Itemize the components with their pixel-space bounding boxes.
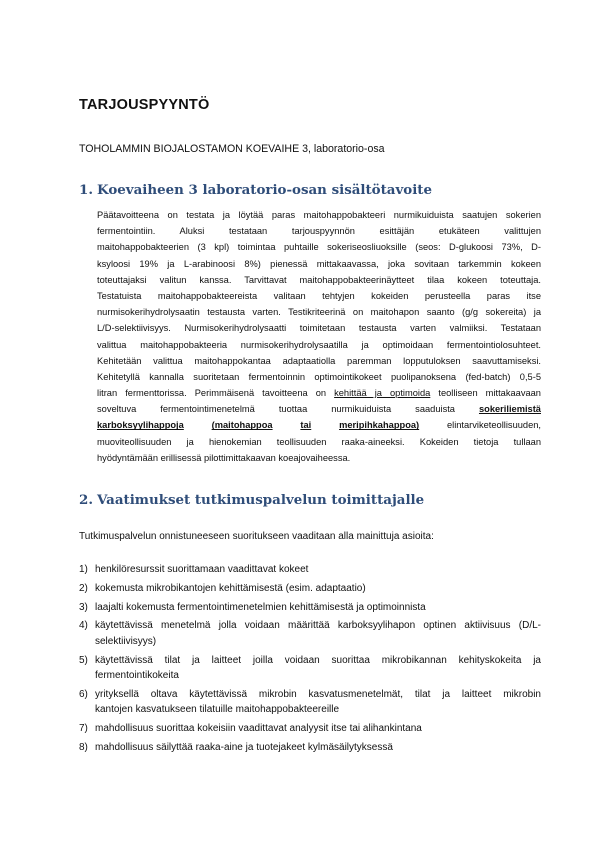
body-text-segment: fermentointimenetelmä — [160, 404, 255, 415]
body-line: Kehitetyllä kannalla suoritetaan fermentoinnin optimointikokeet puolipanoksena (fed-batch) 0,5-5 — [97, 371, 541, 382]
section-2-intro: Tutkimuspalvelun onnistuneeseen suoritukseen vaaditaan alla mainittuja asioita: — [79, 531, 434, 542]
body-line: Kehitetään valittua maitohappokantaa adaptaatiolla paremman lopputuloksen saavuttamiseksi. — [97, 355, 541, 366]
list-number: 1) — [79, 564, 88, 575]
list-text: kantojen kasvatukseen tilatuille maitohappobakteereille — [95, 704, 340, 716]
list-item — [79, 600, 541, 616]
list-item — [79, 562, 541, 578]
list-number: 8) — [79, 742, 88, 754]
body-line: ksyloosi 19% ja L-arabinoosi 8%) pienessä mittakaavassa, joka sovitaan tarkemmin kokeen — [97, 258, 541, 269]
body-text-segment: saaduista — [415, 404, 455, 415]
body-line: toteuttajaksi valitun kanssa. Tarvittavat maitohappobakteerinäytteet tilaa kokeen toteuttaja. — [97, 274, 541, 285]
section-2-number: 2. — [79, 492, 93, 508]
body-line: Testatuista maitohappobakteereista valitaan tehtyjen kokeiden perusteella paras itse — [97, 290, 541, 301]
bold-underlined-text: karboksyylihappoja — [97, 420, 184, 431]
list-item — [79, 721, 541, 737]
body-text-segment: teolliseen mittakaavaan — [438, 388, 541, 399]
list-number: 7) — [79, 723, 88, 735]
bold-underlined-text: sokeriliemistä — [478, 404, 541, 415]
body-text-segment: soveltuva — [97, 404, 137, 415]
body-line: nurmisokerihydrolysaatin testausta varten. Testikriteerinä on maitohapon saanto (g/g sokereita) ja — [97, 307, 541, 318]
list-text: kokemusta mikrobikantojen kehittämisestä (esim. adaptaatio) — [95, 582, 366, 594]
list-text: mahdollisuus säilyttää raaka-aine ja tuotejakeet kylmäsäilytyksessä — [95, 742, 393, 754]
underlined-text: kehittää ja optimoida — [334, 388, 431, 399]
list-number: 5) — [79, 654, 88, 666]
list-text: henkilöresurssit suorittamaan vaadittavat kokeet — [95, 564, 309, 575]
list-text: yrityksellä oltava käytettävissä mikrobin kasvatusmenetelmät, tilat ja laitteet mikrobin — [95, 688, 541, 700]
body-text-segment: litran fermenttorissa. Perimmäisenä tavoitteena on — [97, 388, 327, 399]
requirements-list — [79, 562, 541, 759]
list-number: 3) — [79, 601, 88, 613]
section-2-title: Vaatimukset tutkimuspalvelun toimittajalle — [97, 492, 425, 508]
document-title: TARJOUSPYYNTÖ — [79, 97, 210, 113]
body-line: hyödyntämään erillisessä pilottimittakaavan koeajovaiheessa. — [97, 452, 351, 463]
section-1-heading — [79, 182, 432, 198]
list-item — [79, 687, 541, 718]
body-text-segment: tuottaa — [278, 404, 308, 415]
body-line: maitohappobakteerien (3 kpl) toimintaa puhtaille sokeriseosliuoksille (seos: D-glukoosi 73%, D- — [97, 242, 541, 253]
section-1-title: Koevaiheen 3 laboratorio-osan sisältötavoite — [97, 182, 432, 198]
list-text: käytettävissä menetelmä jolla voidaan määrittää karboksyylihapon optinen aktiivisuus (D/L- — [95, 620, 541, 632]
bold-underlined-text: tai — [300, 420, 312, 431]
list-number: 4) — [79, 620, 88, 632]
body-text-segment: nurmikuiduista — [331, 404, 392, 415]
list-text: käytettävissä tilat ja laitteet joilla voidaan suorittaa mikrobikannan kehityskokeita ja — [95, 654, 541, 666]
body-line: fermentointiin. Aluksi testataan tarjouspyynnön esittäjän etukäteen valittujen — [97, 226, 541, 237]
body-line — [97, 417, 541, 433]
bold-underlined-text: (maitohappoa — [211, 420, 273, 431]
body-line: muoviteollisuuden ja hienokemian teollisuuden raaka-aineeksi. Kokeiden tietoja tullaan — [97, 436, 541, 447]
section-1-body — [97, 207, 541, 466]
list-text: laajalti kokemusta fermentointimenetelmien kehittämisestä ja optimoinnista — [95, 601, 426, 613]
section-1-number: 1. — [79, 182, 93, 198]
body-line: Päätavoitteena on testata ja löytää paras maitohappobakteeri nurmikuiduista saatujen sokerien — [97, 210, 541, 220]
list-text: fermentointikokeita — [95, 670, 179, 682]
body-line — [97, 385, 541, 401]
body-line — [97, 401, 541, 417]
section-2-heading — [79, 492, 424, 508]
list-text: mahdollisuus suorittaa kokeisiin vaadittavat analyysit itse tai alihankintana — [95, 723, 422, 735]
list-item — [79, 740, 541, 756]
list-item — [79, 618, 541, 649]
list-number: 2) — [79, 582, 88, 594]
list-item — [79, 653, 541, 684]
body-text-segment: elintarviketeollisuuden, — [446, 420, 542, 431]
list-item — [79, 581, 541, 597]
list-number: 6) — [79, 688, 88, 700]
document-subtitle: TOHOLAMMIN BIOJALOSTAMON KOEVAIHE 3, laboratorio-osa — [79, 143, 385, 155]
bold-underlined-text: meripihkahappoa) — [339, 420, 420, 431]
list-text: selektiivisyys) — [95, 635, 157, 647]
body-line: L/D-selektiivisyys. Nurmisokerihydrolysaatti toimitetaan testausta varten valmiiksi. Testataan — [97, 323, 541, 334]
body-line: valittua maitohappobakteeria nurmisokerihydrolysaatilla ja optimoidaan fermentointiolosuhteet. — [97, 339, 541, 350]
